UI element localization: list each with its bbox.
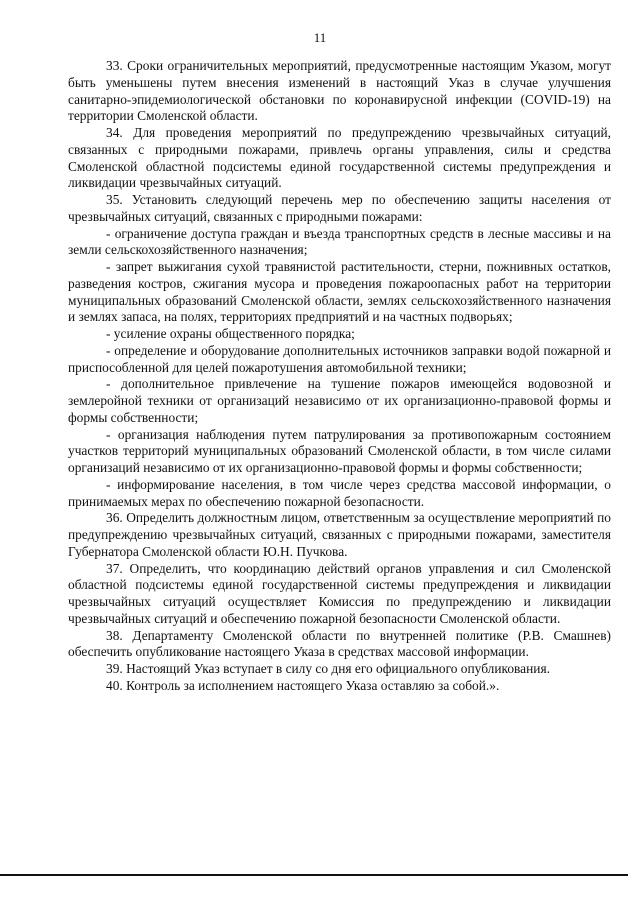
paragraph-33: 33. Сроки ограничительных мероприятий, предусмотренные настоящим Указом, могут быть уменьшены путем внесения изменений в настоящий Указ в случае улучшения санитарно-эпидемиологической обстановки по коронавирусной инфекции (COVID-19) на территории Смоленской области. [68, 58, 611, 124]
list-item-burning-ban: - запрет выжигания сухой травянистой растительности, стерни, пожнивных остатков, разведения костров, сжигания мусора и проведения пожароопасных работ на территории муниципальных образований Смоленской области, землях сельскохозяйственного назначения и землях запаса, на полях, территориях предприятий и на частных подворьях; [68, 259, 611, 325]
paragraph-37: 37. Определить, что координацию действий органов управления и сил Смоленской областной подсистемы единой государственной системы предупреждения и ликвидации чрезвычайных ситуаций осуществляет Комиссия по предупреждению и ликвидации чрезвычайных ситуаций и обеспечению пожарной безопасности Смоленской области. [68, 560, 611, 626]
list-item-patrolling: - организация наблюдения путем патрулирования за противопожарным состоянием участков территорий муниципальных образований Смоленской области, в том числе силами организаций независимо от их организационно-правовой формы и формы собственности; [68, 426, 611, 475]
paragraph-40: 40. Контроль за исполнением настоящего Указа оставляю за собой.». [106, 677, 500, 693]
list-item-informing: - информирование населения, в том числе через средства массовой информации, о принимаемых мерах по обеспечению пожарной безопасности. [68, 476, 611, 509]
paragraph-36: 36. Определить должностным лицом, ответственным за осуществление мероприятий по предупреждению чрезвычайных ситуаций, связанных с природными пожарами, заместителя Губернатора Смоленской области Ю.Н. Пучкова. [68, 510, 611, 559]
list-item-access-restriction: - ограничение доступа граждан и въезда транспортных средств в лесные массивы и на земли сельскохозяйственного назначения; [68, 225, 611, 258]
paragraph-39: 39. Настоящий Указ вступает в силу со дня его официального опубликования. [106, 661, 550, 676]
list-item-extra-equipment: - дополнительное привлечение на тушение пожаров имеющейся водовозной и землеройной техники от организаций независимо от их организационно-правовой формы и формы собственности; [68, 376, 611, 425]
list-item-public-order: - усиление охраны общественного порядка; [106, 326, 355, 341]
paragraph-38: 38. Департаменту Смоленской области по внутренней политике (Р.В. Смашнев) обеспечить опубликование настоящего Указа в средствах массовой информации. [68, 627, 611, 660]
paragraph-34: 34. Для проведения мероприятий по предупреждению чрезвычайных ситуаций, связанных с природными пожарами, привлечь органы управления, силы и средства Смоленской областной подсистемы единой государственной системы предупреждения и ликвидации чрезвычайных ситуаций. [68, 125, 611, 191]
document-body [68, 58, 611, 695]
list-item-water-sources: - определение и оборудование дополнительных источников заправки водой пожарной и приспособленной для целей пожаротушения автомобильной техники; [68, 342, 611, 375]
paragraph-35: 35. Установить следующий перечень мер по обеспечению защиты населения от чрезвычайных ситуаций, связанных с природными пожарами: [68, 192, 611, 224]
page-number: 11 [313, 30, 327, 45]
bottom-rule [0, 874, 628, 876]
